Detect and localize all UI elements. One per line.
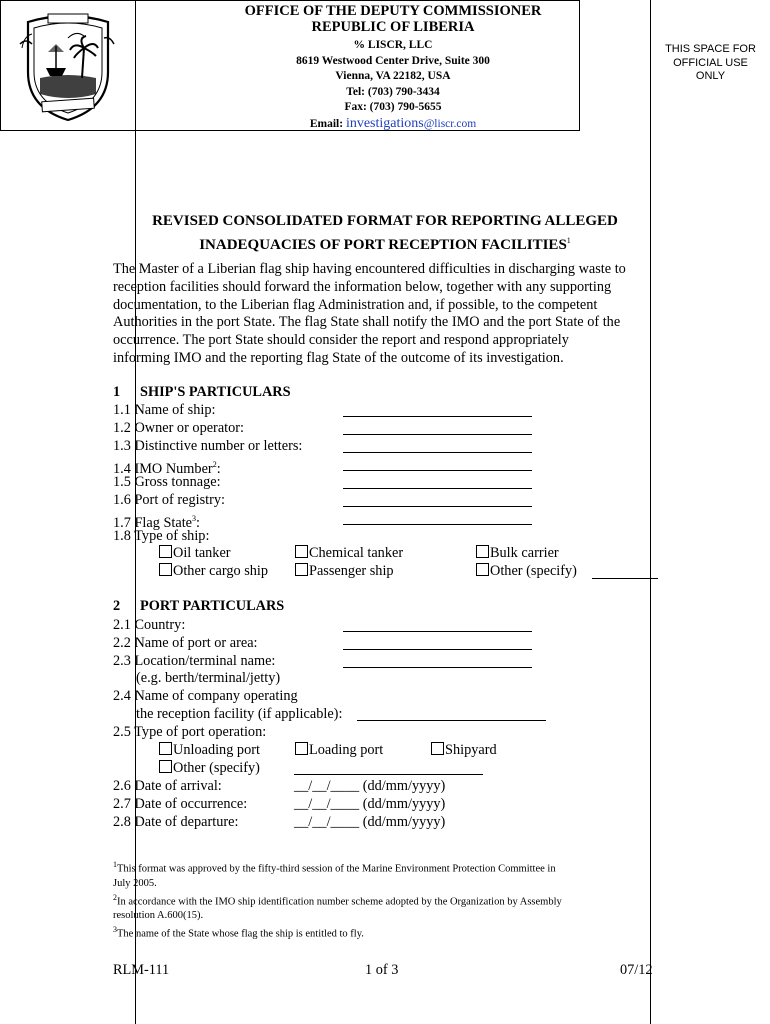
field-label: Location/terminal name: (134, 653, 276, 669)
checkbox[interactable] (476, 545, 489, 558)
checkbox[interactable] (431, 742, 444, 755)
ship-type-other-input[interactable] (592, 578, 658, 579)
footnotes (113, 858, 673, 942)
street: 8619 Westwood Center Drive, Suite 300 (296, 54, 490, 67)
gross-tonnage-input[interactable] (343, 488, 532, 489)
footnote-text: The name of the State whose flag the ship is entitled to fly. (117, 928, 364, 940)
field-label: Date of arrival: (134, 778, 222, 794)
title-line-1: REVISED CONSOLIDATED FORMAT FOR REPORTING ALLEGED (152, 213, 618, 229)
checkbox-label: Passenger ship (309, 563, 394, 579)
checkbox[interactable] (159, 760, 172, 773)
field-number: 1.4 (113, 460, 131, 477)
field-row-1-3 (113, 438, 302, 456)
office-title (136, 3, 650, 35)
checkbox-label: Shipyard (445, 742, 497, 758)
checkbox-label: Unloading port (173, 742, 260, 758)
field-label: Name of ship: (134, 402, 216, 418)
intro-line: documentation, to the Liberian flag Administration and, if possible, to the competent (113, 296, 598, 313)
company-input[interactable] (357, 720, 546, 721)
field-number: 1.7 (113, 514, 131, 531)
field-number: 1.2 (113, 420, 131, 436)
footnote-text: This format was approved by the fifty-third session of the Marine Environment Protection Committee in (117, 863, 556, 875)
field-number: 2.1 (113, 617, 131, 633)
section-2-heading (113, 598, 284, 616)
title-line-2: INADEQUACIES OF PORT RECEPTION FACILITIES (199, 237, 567, 253)
operation-other-input[interactable] (294, 774, 483, 775)
official-line-3: ONLY (695, 70, 726, 82)
name-of-ship-input[interactable] (343, 416, 532, 417)
footnote-marker: 1 (113, 860, 117, 869)
ship-type-bulk-carrier[interactable] (476, 545, 559, 563)
field-label: Owner or operator: (134, 420, 245, 436)
port-of-registry-input[interactable] (343, 506, 532, 507)
footnote-text: In accordance with the IMO ship identification number scheme adopted by the Organization by Assembly (117, 896, 562, 907)
checkbox[interactable] (159, 742, 172, 755)
email-domain: @liscr.com (423, 117, 477, 130)
operation-label: 2.5 Type of port operation: (113, 724, 267, 740)
address (136, 38, 650, 132)
checkbox-label: Chemical tanker (309, 545, 404, 561)
terminal-example: (e.g. berth/terminal/jetty) (136, 670, 281, 686)
field-label: Country: (134, 617, 186, 633)
intro-paragraph (113, 261, 658, 368)
liberia-seal-icon (18, 8, 118, 122)
field-row-2-6 (113, 778, 222, 796)
owner-operator-input[interactable] (343, 434, 532, 435)
intro-line: The Master of a Liberian flag ship having encountered difficulties in discharging waste to (113, 261, 626, 277)
field-row-1-7: 1.7 Flag State$^3$: (113, 514, 201, 531)
field-row-1-4: 1.4 IMO Number$^2$: (113, 460, 221, 477)
checkbox-label: Other (specify) (173, 760, 260, 776)
office-line-1: OFFICE OF THE DEPUTY COMMISSIONER (244, 3, 542, 19)
footnote-marker: 3 (113, 925, 117, 934)
field-number: 1.1 (113, 402, 131, 418)
document-title (112, 212, 658, 255)
title-footnote-ref: 1 (566, 236, 571, 245)
email-user: investigations (345, 115, 424, 131)
operation-other[interactable] (159, 760, 260, 778)
header-box (0, 0, 756, 131)
field-number: 2.6 (113, 778, 131, 794)
page-number: 1 of 3 (365, 962, 399, 978)
field-row-2-8 (113, 814, 238, 832)
checkbox-label: Loading port (309, 742, 384, 758)
field-number: 2.3 (113, 653, 131, 669)
intro-line: reception facilities should forward the information below, together with any supporting (113, 278, 612, 295)
city: Vienna, VA 22182, USA (335, 70, 451, 82)
footnote-2 (113, 891, 673, 910)
checkbox[interactable] (295, 742, 308, 755)
ship-type-label: 1.8 Type of ship: (113, 528, 210, 544)
checkbox[interactable] (159, 545, 172, 558)
field-label: Port of registry: (134, 492, 225, 508)
official-use-text (651, 43, 770, 84)
operation-unloading[interactable] (159, 742, 260, 760)
intro-line: occurrence. The port State should consider the report and respond appropriately (113, 332, 569, 349)
checkbox[interactable] (295, 563, 308, 576)
form-code: RLM-111 (113, 962, 170, 978)
email-row (136, 116, 650, 133)
operation-shipyard[interactable] (431, 742, 497, 760)
email-label: Email: (309, 117, 344, 130)
port-name-input[interactable] (343, 649, 532, 650)
official-line-1: THIS SPACE FOR (665, 43, 756, 55)
company-label-2: the reception facility (if applicable): (136, 706, 343, 722)
checkbox-label: Other cargo ship (173, 563, 269, 579)
field-number: 1.6 (113, 492, 131, 508)
checkbox[interactable] (295, 545, 308, 558)
ship-type-oil-tanker[interactable] (159, 545, 231, 563)
footnote-text: July 2005. (113, 877, 157, 889)
field-number: 2.7 (113, 796, 131, 812)
field-number: 2.8 (113, 814, 131, 830)
operation-loading[interactable] (295, 742, 383, 760)
field-row-1-1 (113, 402, 215, 420)
arrival-date-input[interactable]: __/__/____ (dd/mm/yyyy) (294, 778, 446, 794)
official-line-2: OFFICIAL USE (673, 56, 748, 69)
footnote-ref: 3 (192, 514, 197, 523)
checkbox-label: Oil tanker (173, 545, 231, 561)
field-label: Flag State (134, 514, 193, 531)
departure-date-input[interactable]: __/__/____ (dd/mm/yyyy) (294, 814, 446, 830)
occurrence-date-input[interactable]: __/__/____ (dd/mm/yyyy) (294, 796, 446, 812)
footnote-marker: 2 (113, 892, 117, 902)
section-number: 2 (113, 598, 121, 614)
field-row-1-5 (113, 474, 221, 492)
field-row-2-7 (113, 796, 247, 814)
field-label: Name of port or area: (134, 635, 258, 651)
imo-number-input[interactable] (343, 470, 532, 471)
field-number: 1.5 (113, 474, 131, 490)
section-title: PORT PARTICULARS (140, 598, 285, 614)
distinctive-number-input[interactable] (343, 452, 532, 453)
ship-type-other-cargo[interactable] (159, 563, 268, 581)
field-row-2-1 (113, 617, 185, 635)
ship-type-other[interactable] (476, 563, 577, 581)
field-row-2-2 (113, 635, 258, 653)
field-label: Gross tonnage: (134, 474, 221, 490)
footnote-3 (113, 923, 673, 942)
company-label-1: 2.4 Name of company operating (113, 688, 298, 704)
footnote-1 (113, 858, 673, 877)
field-row-2-3 (113, 653, 275, 671)
field-row-1-2 (113, 420, 244, 438)
checkbox[interactable] (476, 563, 489, 576)
field-label: Date of occurrence: (134, 796, 248, 812)
email-link[interactable] (346, 116, 476, 131)
field-number: 2.2 (113, 635, 131, 651)
footnote-text: resolution A.600(15). (113, 910, 204, 921)
checkbox[interactable] (159, 563, 172, 576)
checkbox-label: Other (specify) (490, 563, 577, 579)
ship-type-passenger[interactable] (295, 563, 394, 581)
country-input[interactable] (343, 631, 532, 632)
section-number: 1 (113, 384, 121, 400)
field-number: 1.3 (113, 438, 131, 454)
field-label: IMO Number (134, 460, 213, 477)
office-line-2: REPUBLIC OF LIBERIA (311, 19, 475, 35)
section-1-heading (113, 384, 291, 402)
revision-date: 07/12 (620, 962, 653, 978)
terminal-name-input[interactable] (343, 667, 532, 668)
section-title: SHIP'S PARTICULARS (140, 384, 291, 400)
intro-line: Authorities in the port State. The flag State shall notify the IMO and the port State of the (113, 314, 621, 331)
flag-state-input[interactable] (343, 524, 532, 525)
ship-type-chemical-tanker[interactable] (295, 545, 403, 563)
field-row-1-6 (113, 492, 225, 510)
field-label: Date of departure: (134, 814, 239, 830)
telephone: Tel: (703) 790-3434 (346, 85, 440, 98)
field-label: Distinctive number or letters: (134, 438, 303, 454)
care-of: % LISCR, LLC (353, 39, 433, 51)
fax: Fax: (703) 790-5655 (344, 101, 442, 113)
intro-line: informing IMO and the reporting flag State of the outcome of its investigation. (113, 349, 564, 366)
checkbox-label: Bulk carrier (490, 545, 559, 561)
footnote-ref: 2 (212, 460, 217, 469)
